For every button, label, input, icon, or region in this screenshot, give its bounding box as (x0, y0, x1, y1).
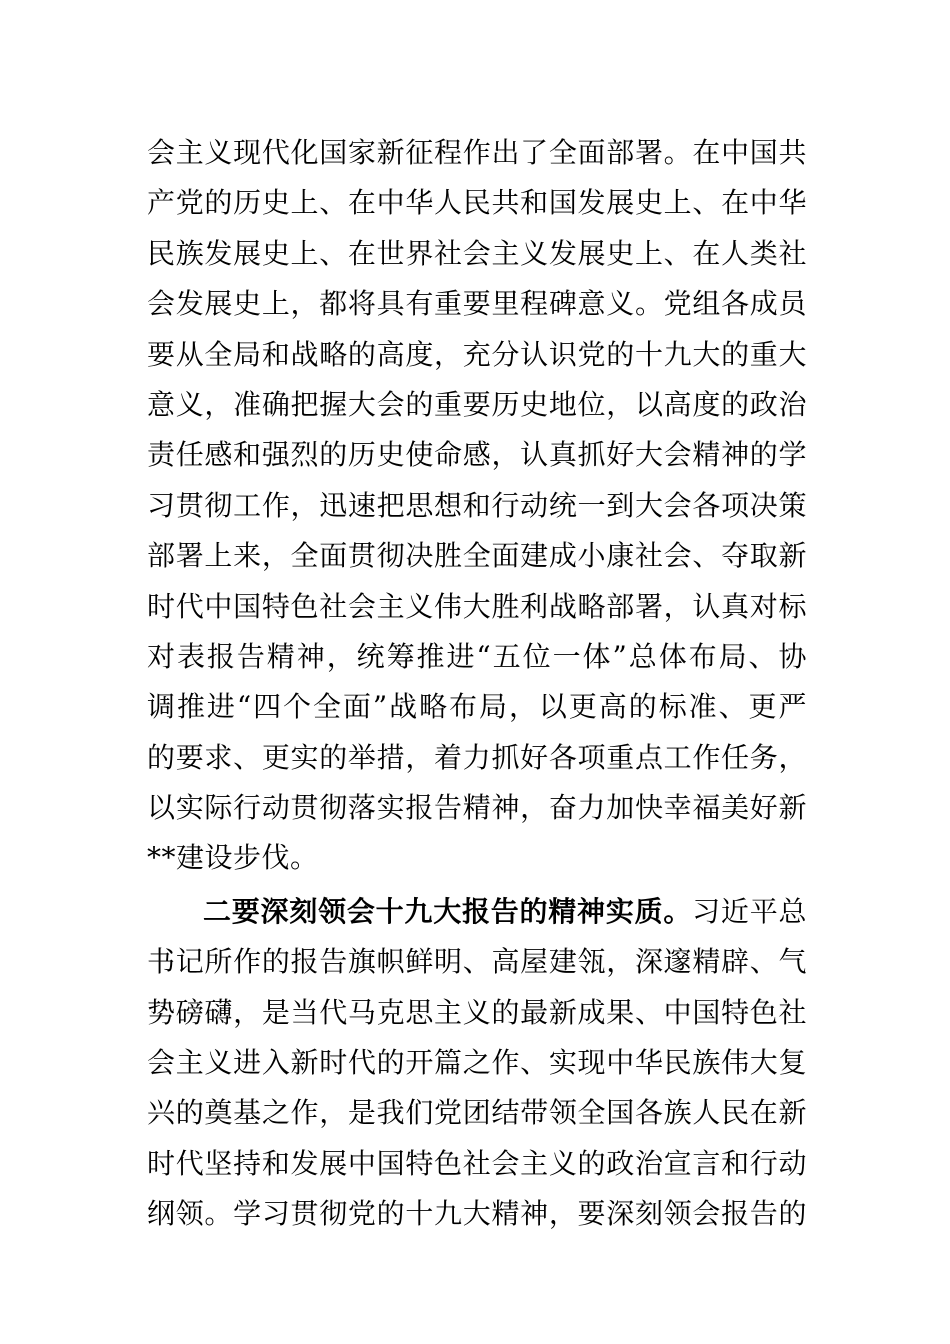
paragraph-first-line (147, 887, 807, 937)
paragraph-line: 责任感和强烈的历史使命感，认真抓好大会精神的学 (147, 438, 807, 472)
paragraph-line: 习贯彻工作，迅速把思想和行动统一到大会各项决策 (147, 488, 807, 522)
paragraph-line: 会发展史上，都将具有重要里程碑意义。党组各成员 (147, 287, 807, 321)
paragraph-line: 书记所作的报告旗帜鲜明、高屋建瓴，深邃精辟、气 (147, 945, 807, 979)
paragraph-line: 势磅礴，是当代马克思主义的最新成果、中国特色社 (147, 995, 807, 1029)
paragraph-1 (147, 128, 807, 884)
paragraph-line: 意义，准确把握大会的重要历史地位，以高度的政治 (147, 387, 807, 421)
paragraph-line: 以实际行动贯彻落实报告精神，奋力加快幸福美好新 (147, 791, 807, 825)
paragraph-line: 产党的历史上、在中华人民共和国发展史上、在中华 (147, 186, 807, 220)
paragraph-line: 要从全局和战略的高度，充分认识党的十九大的重大 (147, 337, 807, 371)
heading-continuation: 习近平总 (692, 894, 807, 928)
paragraph-line: **建设步伐。 (147, 841, 319, 875)
paragraph-line: 会主义进入新时代的开篇之作、实现中华民族伟大复 (147, 1046, 807, 1080)
section-heading: 二要深刻领会十九大报告的精神实质。 (203, 894, 693, 928)
paragraph-2 (147, 887, 807, 1240)
paragraph-line: 兴的奠基之作，是我们党团结带领全国各族人民在新 (147, 1096, 807, 1130)
paragraph-line: 时代中国特色社会主义伟大胜利战略部署，认真对标 (147, 589, 807, 623)
paragraph-line: 对表报告精神，统筹推进“五位一体”总体布局、协 (147, 639, 807, 673)
paragraph-line: 时代坚持和发展中国特色社会主义的政治宣言和行动 (147, 1146, 807, 1180)
paragraph-line: 部署上来，全面贯彻决胜全面建成小康社会、夺取新 (147, 539, 807, 573)
paragraph-line: 纲领。学习贯彻党的十九大精神，要深刻领会报告的 (147, 1197, 807, 1231)
paragraph-line: 调推进“四个全面”战略布局，以更高的标准、更严 (147, 690, 807, 724)
paragraph-line: 民族发展史上、在世界社会主义发展史上、在人类社 (147, 236, 807, 270)
body-text (147, 128, 807, 1240)
paragraph-line: 的要求、更实的举措，着力抓好各项重点工作任务， (147, 740, 807, 774)
paragraph-line: 会主义现代化国家新征程作出了全面部署。在中国共 (147, 136, 807, 169)
